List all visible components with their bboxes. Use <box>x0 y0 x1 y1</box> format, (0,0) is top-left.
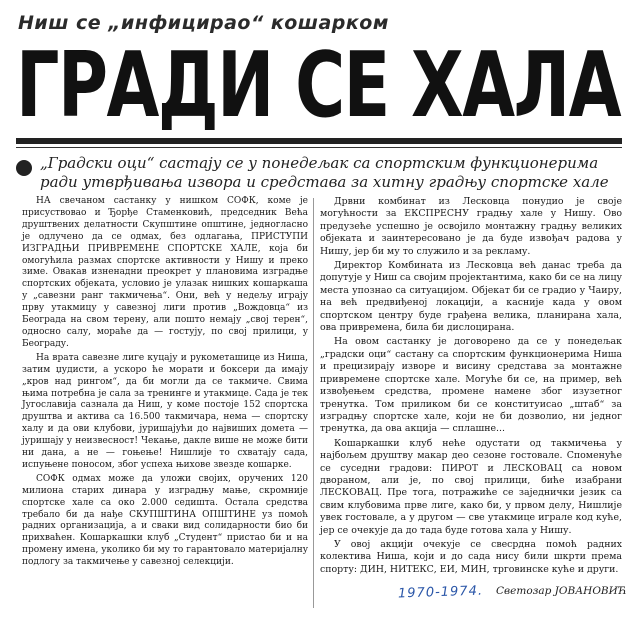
byline: Светозар ЈОВАНОВИЋ <box>496 585 627 597</box>
headline-rule-thin <box>16 147 622 148</box>
paragraph: На овом састанку је договорено да се у понедељак „градски оци“ састану са спортским функционерима Ниша и прецизирају изворе и висину средстава за монтажне привремене спортске хале. Могуће би се, на пример, већ извођењем средства, промене намене због изузетног тренутка. Том приликом би се конституисао „штаб“ за изградњу спортске хале, који не би дозволио, ни једног тренутка, да ова акција — сплашне... <box>320 336 622 435</box>
paragraph: Директор Комбината из Лесковца већ данас треба да допутује у Ниш са својим пројектантима, како би се на лицу места упознао са ситуацијом. Објекат би се градио у Чаиру, на већ предвиђеној локацији, а касније када у овом спортском центру буде грађена велика, планирана хала, ова привремена, била би дислоцирана. <box>320 260 623 334</box>
headline-rule-thick <box>16 138 622 144</box>
column-divider <box>313 198 314 608</box>
paragraph: СОФК одмах може да уложи својих, оручених 120 милиона старих динара у изградњу мање, скромније спортске хале са око 2.000 седишта. Остала средства требало би да нађе СКУПШТИНА ОПШТИНЕ уз помоћ радних организација, а и сваки вид солидарности био би прихваћен. Кошаркашки клуб „Студент“ пристао би и на промену имена, уколико би му то гарантовало материјалну подлогу за такмичење у савезној селекцији. <box>22 473 308 568</box>
paragraph: У овој акцији очекује се свесрдна помоћ радних колектива Ниша, који и до сада нису били шкрти према спорту: ДИН, НИТЕКС, ЕИ, МИН, трговинске куће и други. <box>320 538 622 575</box>
headline: ГРАДИ СЕ ХАЛА <box>16 33 621 138</box>
paragraph: Дрвни комбинат из Лесковца понудио је своје могућности за ЕКСПРЕСНУ градњу хале у Нишу. Ово предузеће успешно је освојило монтажну градњу великих објеката и заинтересовано је да буде извођач радова у Нишу, јер би му то служило и за рекламу. <box>320 196 622 257</box>
paragraph: Кошаркашки клуб неће одустати од такмичења у најбољем друштву макар део сезоне гостовале. Споменуће се суседни градови: ПИРОТ и ЛЕСКОВАЦ са новом двораном, али је, по свој прилици, биће изабрани ЛЕСКОВАЦ. Пре тога, потражиће се заједнички језик са свим клубовима прве лиге, како би, у првом делу, Нишлије увек гостовале, а у другом — све утакмице играле код куће, јер се очекује да до тада буде готова хала у Нишу. <box>320 437 622 536</box>
bullet-dot-icon <box>16 160 32 176</box>
paragraph: На врата савезне лиге куцају и рукометашице из Ниша, затим џудисти, а ускоро ће морати и боксери да имају „кров над рингом“, да би могли да се такмиче. Свима њима потребна је сала за тренинге и утакмице. Сада је тек Југославија сазнала да Ниш, у коме постоје 152 спортска друштва и актива са 16.500 такмичара, нема — спортску халу и да ови клубови, јуришајући до највиших домета — јуришају у неизвесност! Чекање, дакле више не може бити ни дана, а не — гоњење! Нишлије то схватају сада, испуњене поносом, због успеха њихове звезде кошарке. <box>22 352 308 470</box>
kicker-line: Ниш се „инфицирао“ кошарком <box>18 12 389 34</box>
subheadline: „Градски оци“ састају се у понедељак са спортским функционерима ради утврђивања извора и средстава за хитну градњу спортске хале <box>40 154 609 191</box>
handwritten-date-note: 1970-1974. <box>397 583 484 602</box>
left-column <box>22 196 308 569</box>
right-column <box>320 196 622 576</box>
paragraph: НА свечаном састанку у нишком СОФК, коме је присуствовао и Ђорђе Стаменковић, председник Већа друштвених делатности Скупштине општине, једногласно је одлучено да се одмах, без одлагања, ПРИСТУПИ ИЗГРАДЊИ ПРИВРЕМЕНЕ СПОРТСКЕ ХАЛЕ, која би омогућила размах спортске активности у Нишу и преко зиме. Овакав изненадни преокрет у плановима изградње спортских објеката, условио је улазак нишких кошаркаша у „савезни ранг такмичења“. Они, већ у недељу играју прву утакмицу у савезној лиги против „Вождовца“ из Београда на свом терену, али пошто немају „свој терен“, односно салу, мораће да — гостују, по свој прилици, у Београду. <box>22 196 308 349</box>
